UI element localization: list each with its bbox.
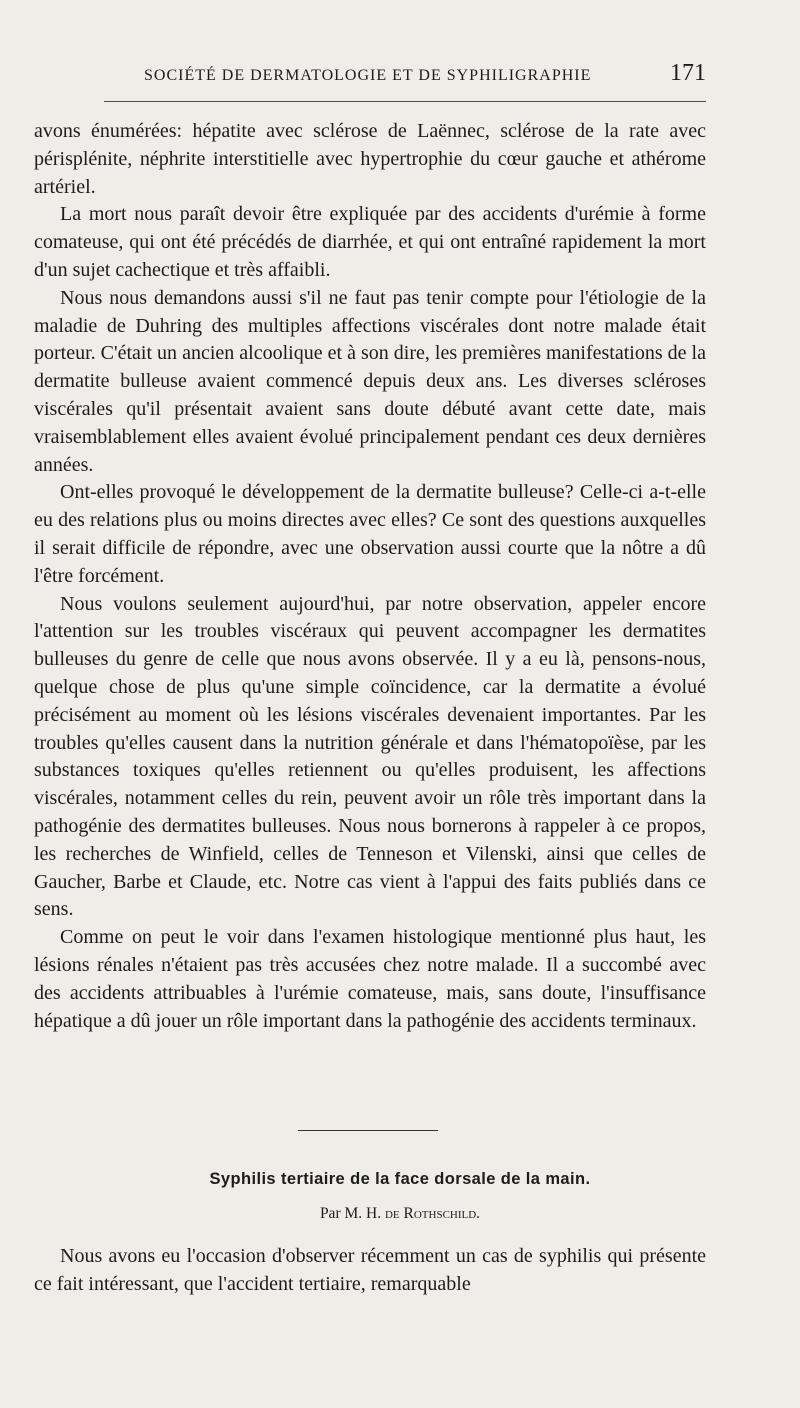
paragraph: Nous avons eu l'occasion d'observer récemment un cas de syphilis qui présente ce fait intéressant, que l'accident tertiaire, remarquable — [34, 1245, 706, 1295]
page-number: 171 — [670, 60, 706, 86]
byline-name: Rothschild — [403, 1205, 477, 1222]
article-title: Syphilis tertiaire de la face dorsale de la main. — [209, 1170, 591, 1188]
page-header — [104, 58, 706, 102]
paragraph: Nous voulons seulement aujourd'hui, par notre observation, appeler encore l'attention sur les troubles viscéraux qui peuvent accompagner les dermatites bulleuses du genre de celle que nous avons observée. Il y a eu là, pensons-nous, quelque chose de plus qu'une simple coïncidence, car la dermatite a évolué précisément au moment où les lésions viscérales devenaient importantes. Par les troubles qu'elles causent dans la nutrition générale et dans l'hématopoïèse, par les substances toxiques qu'elles retiennent ou qu'elles produisent, les affections viscérales, notamment celles du rein, peuvent avoir un rôle très important dans la pathogénie des dermatites bulleuses. Nous nous bornerons à rappeler à ce propos, les recherches de Winfield, celles de Tenneson et Vilenski, ainsi que celles de Gaucher, Barbe et Claude, etc. Notre cas vient à l'appui des faits publiés dans ce sens. — [34, 592, 706, 921]
byline-suffix: . — [476, 1205, 481, 1222]
byline-prefix: Par M. H. — [319, 1205, 385, 1222]
byline-particle: de — [384, 1205, 400, 1222]
paragraph-continued: avons énumérées: hépatite avec sclérose de Laënnec, sclérose de la rate avec périsplénite, néphrite interstitielle avec hypertrophie du cœur gauche et athérome artériel. — [34, 120, 706, 198]
paragraph: Ont-elles provoqué le développement de la dermatite bulleuse? Celle-ci a-t-elle eu des relations plus ou moins directes avec elles? Ce sont des questions auxquelles il serait difficile de répondre, avec une observation aussi courte que la nôtre a dû l'être forcément. — [34, 481, 706, 587]
paragraph: La mort nous paraît devoir être expliquée par des accidents d'urémie à forme comateuse, qui ont été précédés de diarrhée, et qui ont entraîné rapidement la mort d'un sujet cachectique et très affaibli. — [34, 203, 706, 281]
byline — [0, 1205, 800, 1223]
section-separator — [298, 1130, 438, 1131]
body-text — [34, 118, 706, 1035]
running-head: SOCIÉTÉ DE DERMATOLOGIE ET DE SYPHILIGRAPHIE — [144, 67, 592, 84]
paragraph: Nous nous demandons aussi s'il ne faut pas tenir compte pour l'étiologie de la maladie de Duhring des multiples affections viscérales dont notre malade était porteur. C'était un ancien alcoolique et à son dire, les premières manifestations de la dermatite bulleuse avaient commencé depuis deux ans. Les diverses scléroses viscérales qu'il présentait avaient sans doute débuté avant cette date, mais vraisemblablement elles avaient évolué principalement pendant ces deux dernières années. — [34, 286, 706, 476]
article-text — [34, 1242, 706, 1298]
header-rule — [104, 101, 706, 102]
paragraph: Comme on peut le voir dans l'examen histologique mentionné plus haut, les lésions rénales n'étaient pas très accusées chez notre malade. Il a succombé avec des accidents attribuables à l'urémie comateuse, mais, sans doute, l'insuffisance hépatique a dû jouer un rôle important dans la pathogénie des accidents terminaux. — [34, 926, 706, 1032]
